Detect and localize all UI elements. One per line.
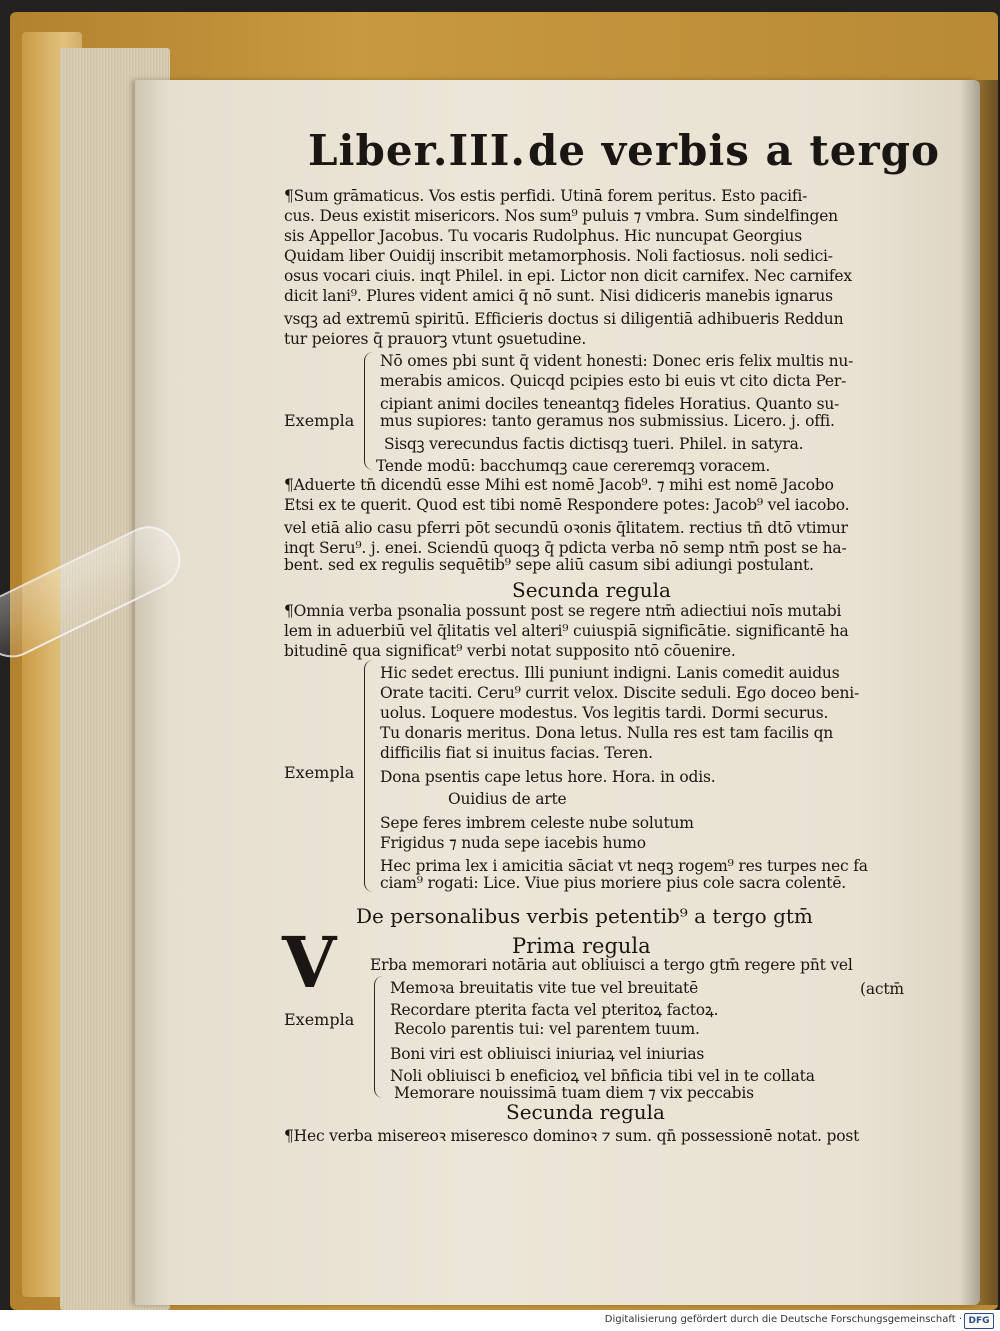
text-line: inqt Seru⁹. j. enei. Sciendū quoqꝫ q̄ pdicta verba nō semp ntm̄ post se ha- [284, 539, 847, 557]
exempla-label: Exempla [284, 1010, 355, 1029]
footer-bar [0, 1310, 1000, 1331]
example-line: Recolo parentis tui: vel parentem tuum. [394, 1020, 700, 1038]
example-line: Memorare nouissimā tuam diem ⁊ vix peccabis [394, 1084, 754, 1102]
example-line: Tende modū: bacchumqꝫ caue cereremqꝫ voracem. [376, 457, 771, 475]
text-line: dicit lani⁹. Plures vident amici q̄ nō sunt. Nisi didiceris manebis ignarus [284, 287, 833, 305]
footer-credit: Digitalisierung gefördert durch die Deutsche Forschungsgemeinschaft · [604, 1314, 962, 1325]
text-line: Etsi ex te querit. Quod est tibi nomē Respondere potes: Jacob⁹ vel iacobo. [284, 496, 850, 514]
section-heading: Secunda regula [512, 578, 671, 602]
example-line: Sisqꝫ verecundus factis dictisqꝫ tueri. Philel. in satyra. [384, 435, 804, 453]
example-line: Recordare pterita facta vel pteritoꝝ factoꝝ. [390, 1001, 719, 1019]
section-heading: Prima regula [512, 934, 651, 958]
example-line: Ouidius de arte [448, 790, 567, 808]
example-line: Tu donaris meritus. Dona letus. Nulla res est tam facilis qn [380, 724, 834, 742]
text-line: bent. sed ex regulis sequētib⁹ sepe aliū casum sibi adiungi postulant. [284, 556, 814, 574]
example-line: cipiant animi dociles teneantqꝫ fideles Horatius. Quanto su- [380, 395, 840, 413]
example-line: Sepe feres imbrem celeste nube solutum [380, 814, 694, 832]
example-line: Hic sedet erectus. Illi puniunt indigni. Lanis comedit auidus [380, 664, 840, 682]
example-line: uolus. Loquere modestus. Vos legitis tardi. Dormi securus. [380, 704, 829, 722]
text-line: bitudinē qua significat⁹ verbi notat supposito ntō cōuenire. [284, 642, 736, 660]
example-line: merabis amicos. Quicqd pcipies esto bi euis vt cito dicta Per- [380, 372, 847, 390]
exempla-label: Exempla [284, 411, 355, 430]
example-line: Frigidus ⁊ nuda sepe iacebis humo [380, 834, 646, 852]
section-heading: De personalibus verbis petentib⁹ a tergo gtm̄ [356, 904, 813, 928]
text-line: tur peiores q̄ prauorꝫ vtunt ꝯsuetudine. [284, 330, 587, 348]
example-line: Dona psentis cape letus hore. Hora. in odis. [380, 768, 716, 786]
dfg-logo: DFG [964, 1313, 994, 1329]
example-line: Hec prima lex i amicitia sāciat vt neqꝫ rogem⁹ res turpes nec fa [380, 857, 868, 875]
example-line: mus supiores: tanto geramus nos submissius. Licero. j. offi. [380, 412, 835, 430]
example-line: Orate taciti. Ceru⁹ currit velox. Discite seduli. Ego doceo beni- [380, 684, 860, 702]
example-line: Memoꝛa breuitatis vite tue vel breuitatē [390, 979, 699, 997]
text-line: ¶Sum grāmaticus. Vos estis perfidi. Utinā forem peritus. Esto pacifi- [284, 187, 808, 205]
text-line: ¶Hec verba misereoꝛ miseresco dominoꝛ ⁊ sum. qn̄ possessionē notat. post [284, 1127, 860, 1145]
bracket [374, 976, 383, 1098]
book-title: Liber.III. [308, 126, 527, 175]
section-heading: Secunda regula [506, 1100, 665, 1124]
example-line: Nō omes pbi sunt q̄ vident honesti: Donec eris felix multis nu- [380, 352, 854, 370]
text-line: (actm̄ [860, 980, 904, 998]
drop-capital: V [282, 921, 337, 1004]
book-subtitle: de verbis a tergo [528, 126, 941, 175]
example-line: ciam⁹ rogati: Lice. Viue pius moriere pius cole sacra colentē. [380, 874, 847, 892]
text-line: sis Appellor Jacobus. Tu vocaris Rudolphus. Hic nuncupat Georgius [284, 227, 802, 245]
text-line: vsqꝫ ad extremū spiritū. Efficieris doctus si diligentiā adhibueris Reddun [284, 310, 844, 328]
exempla-label: Exempla [284, 763, 355, 782]
text-line: ¶Omnia verba psonalia possunt post se regere ntm̄ adiectiui noīs mutabi [284, 602, 842, 620]
text-line: cus. Deus existit misericors. Nos sum⁹ puluis ⁊ vmbra. Sum sindelfingen [284, 207, 838, 225]
example-line: difficilis fiat si inuitus facias. Teren. [380, 744, 653, 762]
text-line: vel etiā alio casu pferri pōt secundū oꝛonis q̄litatem. rectius tn̄ dtō vtimur [284, 519, 848, 537]
example-line: Noli obliuisci b eneficioꝝ vel bn̄ficia tibi vel in te collata [390, 1067, 815, 1085]
text-line: ¶Aduerte tn̄ dicendū esse Mihi est nomē Jacob⁹. ⁊ mihi est nomē Jacobo [284, 476, 834, 494]
text-line: Erba memorari notāria aut obliuisci a tergo gtm̄ regere pn̄t vel [370, 956, 853, 974]
bracket [364, 352, 373, 470]
text-line: osus vocari ciuis. inqt Philel. in epi. Lictor non dicit carnifex. Nec carnifex [284, 267, 852, 285]
example-line: Boni viri est obliuisci iniuriaꝝ vel iniurias [390, 1045, 705, 1063]
spine-shadow [960, 80, 1000, 1305]
text-line: lem in aduerbiū vel q̄litatis vel alteri⁹ cuiuspiā significātie. significantē ha [284, 622, 849, 640]
text-line: Quidam liber Ouidij inscribit metamorphosis. Noli factiosus. noli sedici- [284, 247, 833, 265]
bracket [364, 660, 373, 892]
